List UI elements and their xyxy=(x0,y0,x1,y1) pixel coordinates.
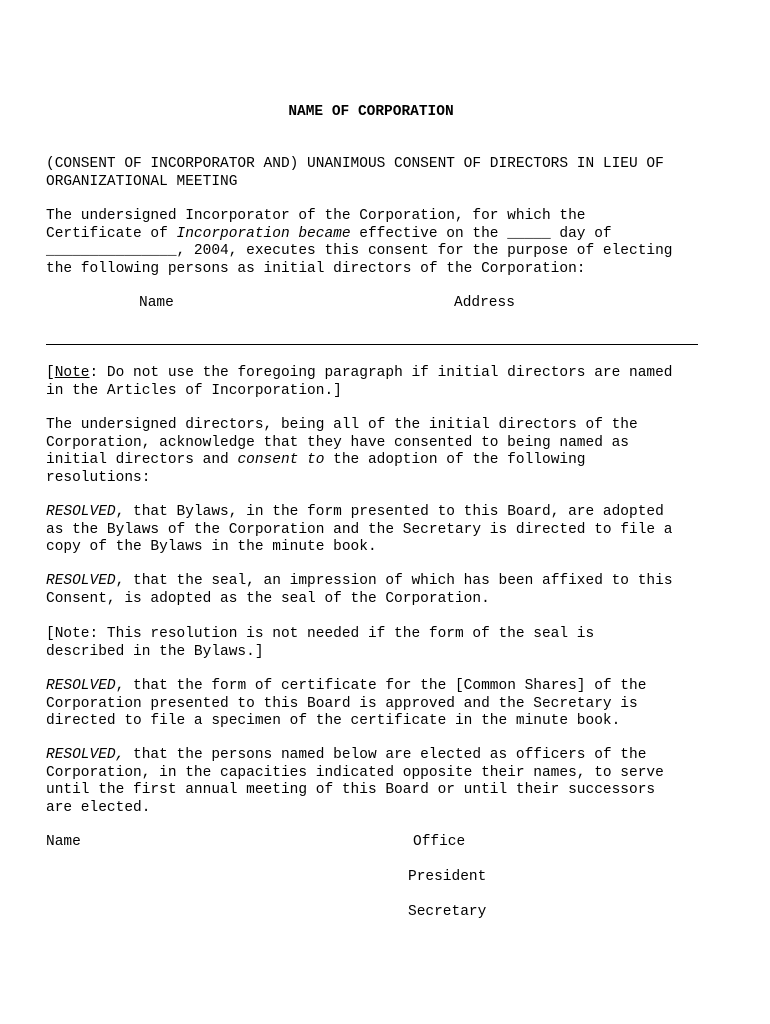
note-label: Note xyxy=(54,365,90,381)
note-line: described in the Bylaws.] xyxy=(46,643,264,660)
resolution-line: Consent, is adopted as the seal of the Corporation. xyxy=(46,590,490,607)
resolution-line: copy of the Bylaws in the minute book. xyxy=(46,539,377,555)
intro-text: effective on the _____ day of xyxy=(350,225,612,242)
resolution-text: that the persons named below are elected as officers of the xyxy=(124,747,647,763)
resolution-line: until the first annual meeting of this Board or until their successors xyxy=(46,782,656,798)
resolution-line: are elected. xyxy=(46,799,151,816)
note-bracket: [ xyxy=(46,365,55,381)
note-line: in the Articles of Incorporation.] xyxy=(46,382,342,399)
resolved-keyword: RESOLVED, xyxy=(46,747,125,763)
resolution-certificate xyxy=(46,678,706,731)
ack-line: resolutions: xyxy=(46,469,151,486)
resolution-line: as the Bylaws of the Corporation and the Secretary is directed to file a xyxy=(46,521,673,538)
resolution-line xyxy=(46,747,706,765)
ack-text: the adoption of the following xyxy=(324,452,586,468)
resolution-line: Corporation presented to this Board is approved and the Secretary is xyxy=(46,695,638,712)
resolution-line: Corporation, in the capacities indicated opposite their names, to serve xyxy=(46,764,664,781)
intro-line: The undersigned Incorporator of the Corporation, for which the xyxy=(46,208,586,224)
office-secretary: Secretary xyxy=(408,904,487,920)
resolution-line xyxy=(46,504,706,522)
subtitle-line: ORGANIZATIONAL MEETING xyxy=(46,173,238,190)
officers-office-header: Office xyxy=(413,834,466,850)
ack-line xyxy=(46,452,706,470)
resolution-text: , that the form of certificate for the [Common Shares] of the xyxy=(115,678,647,694)
directors-acknowledgement xyxy=(46,417,706,487)
note-seal xyxy=(46,626,706,661)
resolution-line: directed to file a specimen of the certificate in the minute book. xyxy=(46,713,621,729)
ack-italic-text: consent to xyxy=(237,452,325,468)
intro-line xyxy=(46,226,706,244)
resolution-bylaws xyxy=(46,504,706,557)
signature-line-divider xyxy=(46,344,698,345)
resolution-text: , that Bylaws, in the form presented to this Board, are adopted xyxy=(115,504,664,520)
intro-text: Certificate of xyxy=(46,225,177,242)
intro-paragraph xyxy=(46,208,706,278)
ack-text: initial directors and xyxy=(46,452,238,468)
resolution-text: , that the seal, an impression of which has been affixed to this xyxy=(115,573,673,589)
resolved-keyword: RESOLVED xyxy=(46,678,116,694)
officers-name-header: Name xyxy=(46,834,81,850)
intro-line: _______________, 2004, executes this consent for the purpose of electing xyxy=(46,243,673,259)
intro-line: the following persons as initial directors of the Corporation: xyxy=(46,260,586,277)
resolution-line xyxy=(46,573,706,591)
subtitle-line: (CONSENT OF INCORPORATOR AND) UNANIMOUS CONSENT OF DIRECTORS IN LIEU OF xyxy=(46,156,664,172)
office-president: President xyxy=(408,869,487,885)
note-line: [Note: This resolution is not needed if the form of the seal is xyxy=(46,626,595,642)
resolution-line xyxy=(46,678,706,696)
ack-line: The undersigned directors, being all of the initial directors of the xyxy=(46,417,638,433)
document-subtitle xyxy=(46,156,706,191)
resolved-keyword: RESOLVED xyxy=(46,573,116,589)
note-line xyxy=(46,365,706,383)
ack-line: Corporation, acknowledge that they have consented to being named as xyxy=(46,434,629,451)
resolution-officers xyxy=(46,747,706,817)
resolution-seal xyxy=(46,573,706,608)
note-initial-directors xyxy=(46,365,706,400)
note-text: : Do not use the foregoing paragraph if initial directors are named xyxy=(89,365,673,381)
resolved-keyword: RESOLVED xyxy=(46,504,116,520)
intro-italic-text: Incorporation became xyxy=(176,225,351,242)
document-title: NAME OF CORPORATION xyxy=(288,104,454,120)
directors-name-header: Name xyxy=(139,295,174,311)
directors-address-header: Address xyxy=(454,295,515,311)
